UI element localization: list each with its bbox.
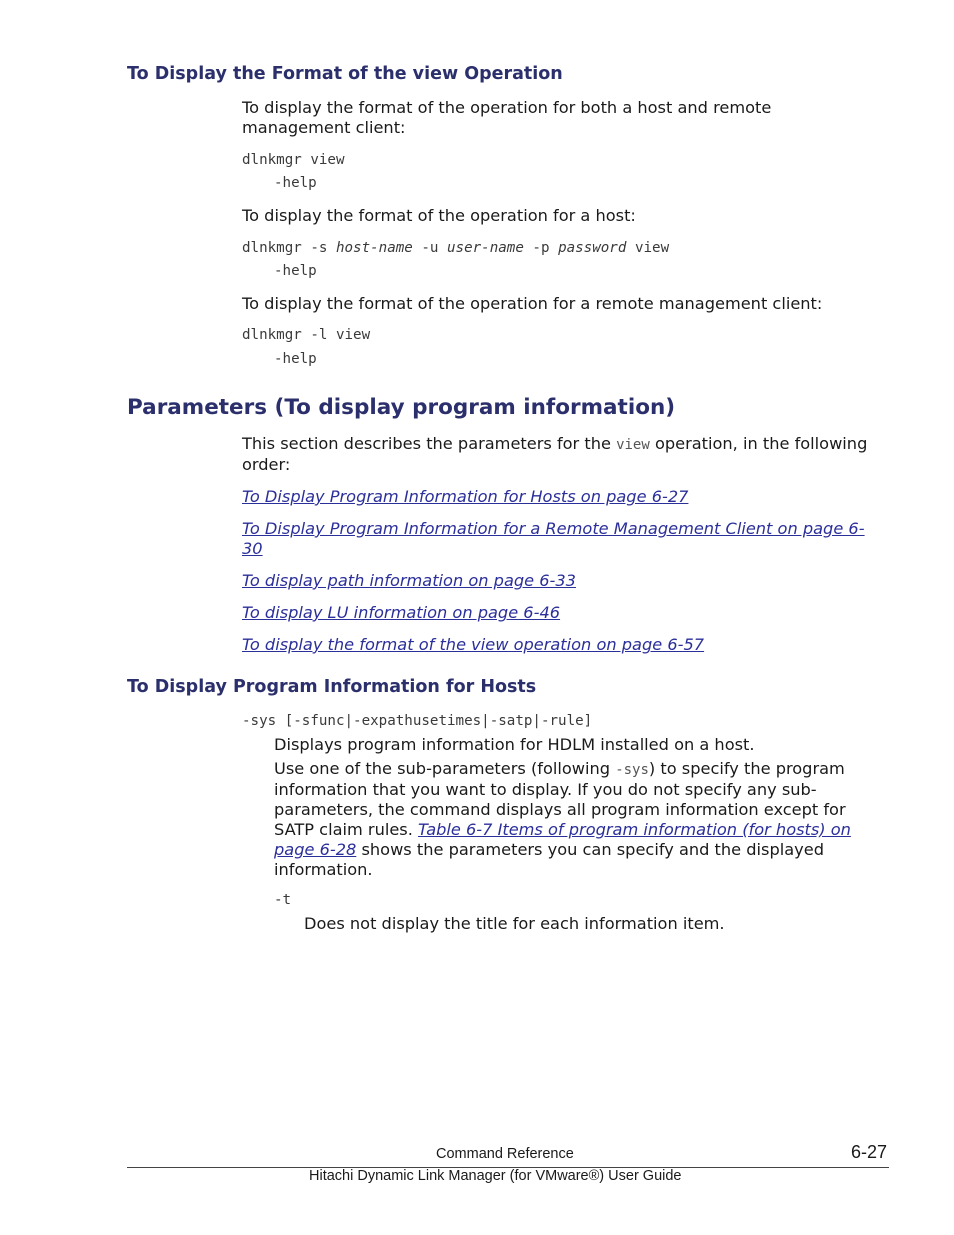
toc-link[interactable]: To display LU information on page 6-46 <box>242 603 561 622</box>
paragraph: This section describes the parameters for the view operation, in the following order: <box>242 434 868 474</box>
toc-link[interactable]: To Display Program Information for Hosts on page 6-27 <box>242 487 689 506</box>
code-line: dlnkmgr -l view <box>242 327 371 343</box>
toc-link[interactable]: To Display Program Information for a Remote Management Client on page 6-30 <box>242 519 865 558</box>
paragraph: To display the format of the operation for a host: <box>242 206 636 225</box>
section-title: Parameters (To display program information) <box>127 395 676 420</box>
code-line: -help <box>274 351 317 367</box>
paragraph: Use one of the sub-parameters (following -sys) to specify the program information that you want to display. If you do not specify any sub-parameters, the command displays all program information except for SATP claim rules. Table 6-7 Items of program information (for hosts) on page 6-28 shows the parameters you can specify and the displayed information. <box>274 759 851 879</box>
code-line: -help <box>274 263 317 279</box>
toc-link[interactable]: To display path information on page 6-33 <box>242 571 576 590</box>
paragraph: Displays program information for HDLM installed on a host. <box>274 735 755 754</box>
sub-parameter: -t <box>274 892 292 908</box>
table-link[interactable]: Table 6-7 Items of program information (for hosts) on page 6-28 <box>274 820 851 859</box>
paragraph: To display the format of the operation for both a host and remote management client: <box>242 98 772 137</box>
parameter-syntax: -sys [-sfunc|-expathusetimes|-satp|-rule] <box>242 713 593 729</box>
code-line: dlnkmgr -s host-name -u user-name -p password view <box>242 240 670 256</box>
paragraph: Does not display the title for each information item. <box>304 914 725 933</box>
section-heading: To Display the Format of the view Operation <box>127 64 563 84</box>
toc-link[interactable]: To display the format of the view operation on page 6-57 <box>242 635 705 654</box>
code-line: dlnkmgr view <box>242 152 345 168</box>
section-heading: To Display Program Information for Hosts <box>127 677 537 697</box>
page-number: 6-27 <box>851 1142 888 1162</box>
code-line: -help <box>274 175 317 191</box>
footer-chapter: Command Reference <box>436 1146 574 1162</box>
footer-guide-title: Hitachi Dynamic Link Manager (for VMware®) User Guide <box>309 1168 682 1184</box>
paragraph: To display the format of the operation for a remote management client: <box>242 294 823 313</box>
